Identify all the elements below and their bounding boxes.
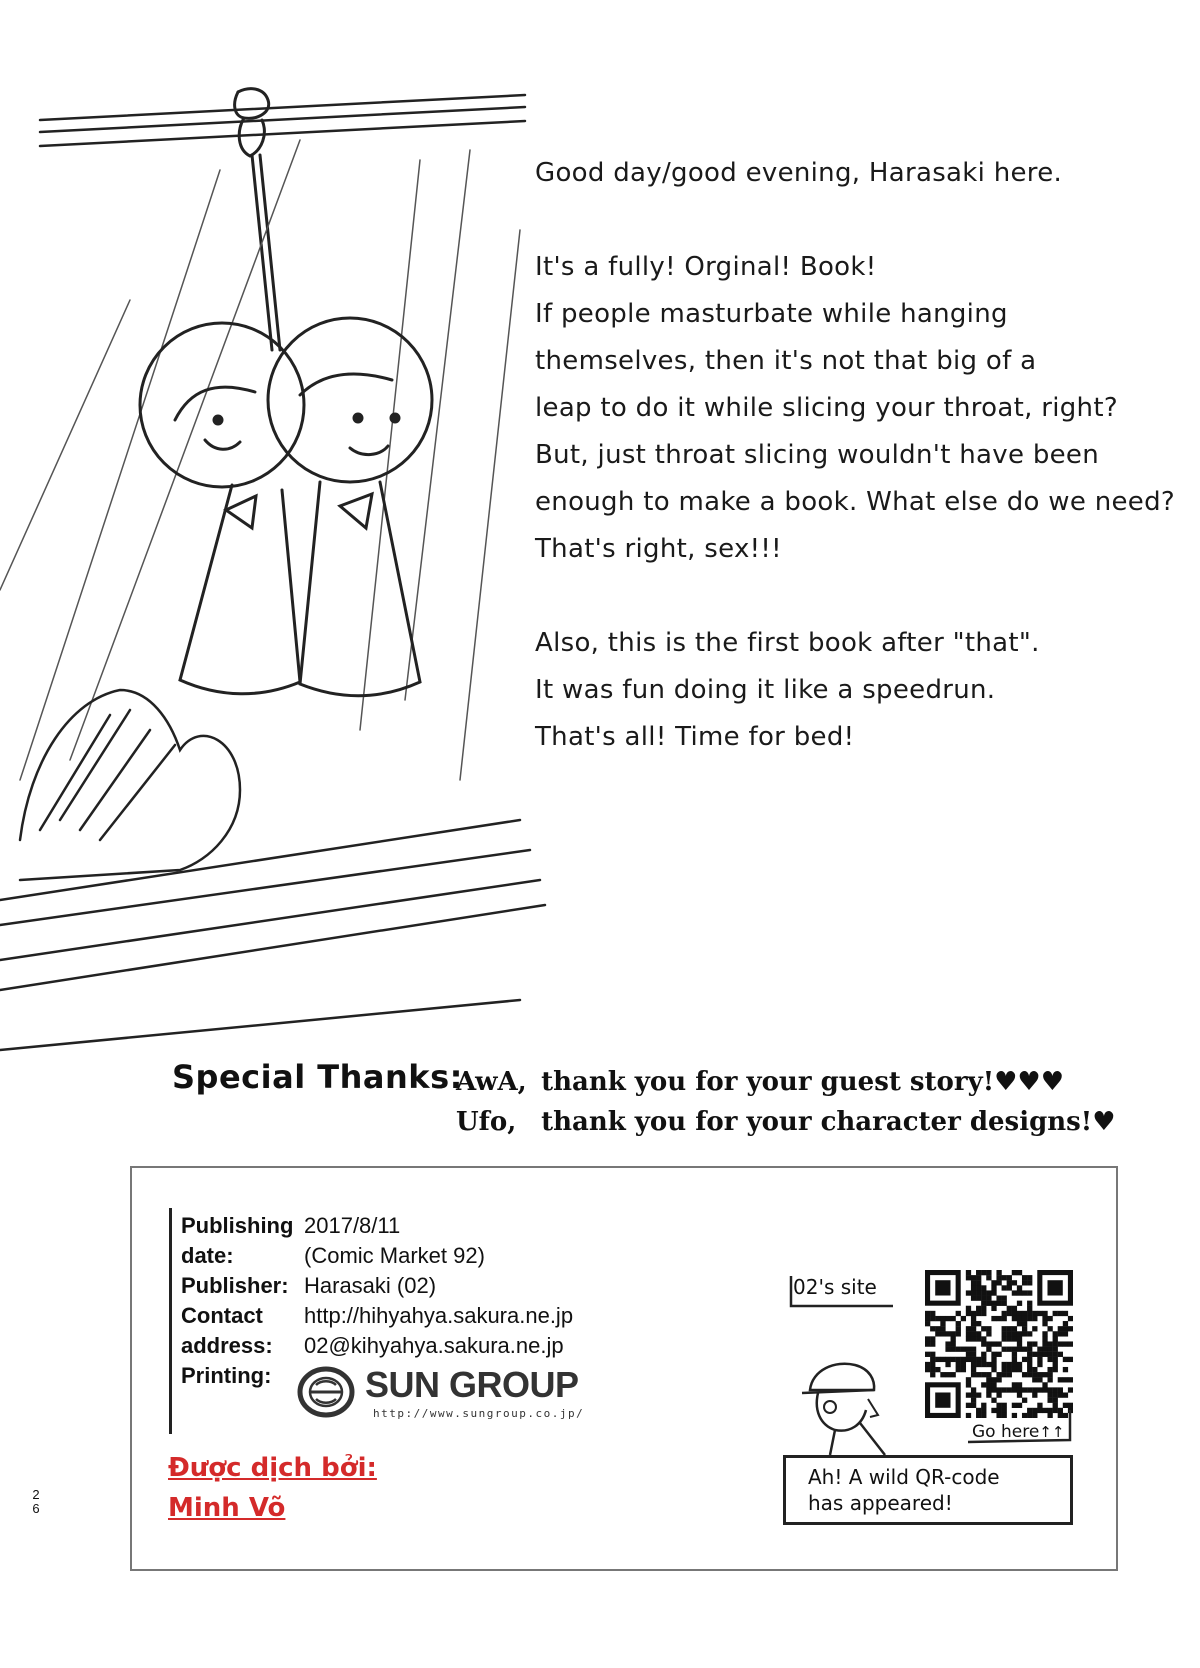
- colophon-value: Harasaki (02): [304, 1273, 437, 1298]
- afterword-line: It's a fully! Orginal! Book!: [535, 252, 877, 282]
- thanks-message: thank you for your character designs!♥: [541, 1107, 1116, 1137]
- site-label: 02's site: [793, 1275, 877, 1299]
- afterword-line: Also, this is the first book after "that".: [535, 628, 1040, 658]
- page-number-digit: 6: [32, 1501, 40, 1516]
- afterword-line: That's right, sex!!!: [535, 534, 782, 564]
- page-number: [29, 1488, 43, 1516]
- doll-left: [140, 323, 304, 694]
- printer-name: SUN GROUP: [365, 1364, 579, 1405]
- rope-knot: [235, 89, 280, 350]
- hanging-rod: [40, 95, 525, 146]
- colophon-label: Publishing: [181, 1213, 294, 1238]
- colophon-value: 2017/8/11: [304, 1213, 401, 1238]
- thanks-name: AwA,: [456, 1067, 527, 1097]
- afterword-paragraph-3: [535, 620, 1175, 761]
- afterword-line: It was fun doing it like a speedrun.: [535, 675, 996, 705]
- qr-speech-line: Ah! A wild QR-code: [808, 1465, 1000, 1489]
- special-thanks-list: [456, 1062, 1116, 1142]
- translator-credit: [168, 1448, 377, 1528]
- colophon-label: date:: [181, 1243, 234, 1268]
- colophon-value: http://hihyahya.sakura.ne.jp: [304, 1303, 574, 1328]
- afterword-line: If people masturbate while hanging: [535, 299, 1008, 329]
- doll-right: [268, 318, 432, 696]
- qr-code-icon[interactable]: [925, 1270, 1073, 1418]
- afterword-line: enough to make a book. What else do we need?: [535, 487, 1176, 517]
- thanks-entry: [456, 1102, 1116, 1142]
- colophon-label: Printing:: [181, 1363, 272, 1388]
- thanks-name: Ufo,: [456, 1107, 517, 1137]
- go-here-bracket: [966, 1408, 1076, 1448]
- afterword-line: But, just throat slicing wouldn't have been: [535, 440, 1099, 470]
- colophon-value: 02@kihyahya.sakura.ne.jp: [304, 1333, 564, 1358]
- sun-group-logo-icon: [297, 1366, 355, 1418]
- shelf-lines: [0, 820, 545, 1050]
- colophon-value: (Comic Market 92): [304, 1243, 485, 1268]
- site-label-underline: [788, 1272, 898, 1312]
- afterword-line: themselves, then it's not that big of a: [535, 346, 1037, 376]
- colophon-label: address:: [181, 1333, 273, 1358]
- printer-url: http://www.sungroup.co.jp/: [373, 1407, 585, 1420]
- arrow-up-icon: ↑↑: [1039, 1423, 1065, 1441]
- qr-speech-box: [783, 1455, 1073, 1525]
- afterword-paragraph-2: [535, 244, 1175, 573]
- mascot-character-icon: [790, 1355, 910, 1455]
- translator-name: Minh Võ: [168, 1493, 286, 1523]
- colophon-divider: [169, 1208, 172, 1434]
- page-number-digit: 2: [32, 1487, 40, 1502]
- hanging-dolls-illustration: [0, 0, 560, 1060]
- thanks-message: thank you for your guest story!♥♥♥: [541, 1067, 1065, 1097]
- afterword-paragraph-1: [535, 150, 1175, 197]
- afterword-line: leap to do it while slicing your throat, right?: [535, 393, 1118, 423]
- go-here-text: Go here: [972, 1422, 1040, 1442]
- afterword-text: [535, 150, 1175, 808]
- afterword-line: That's all! Time for bed!: [535, 722, 855, 752]
- special-thanks-label: Special Thanks:: [172, 1058, 463, 1096]
- cushion-shapes: [20, 690, 240, 880]
- qr-speech-line: has appeared!: [808, 1491, 953, 1515]
- afterword-line: Good day/good evening, Harasaki here.: [535, 158, 1063, 188]
- colophon-label: Publisher:: [181, 1273, 289, 1298]
- translator-label: Được dịch bởi:: [168, 1453, 377, 1483]
- colophon-label: Contact: [181, 1303, 263, 1328]
- thanks-entry: [456, 1062, 1116, 1102]
